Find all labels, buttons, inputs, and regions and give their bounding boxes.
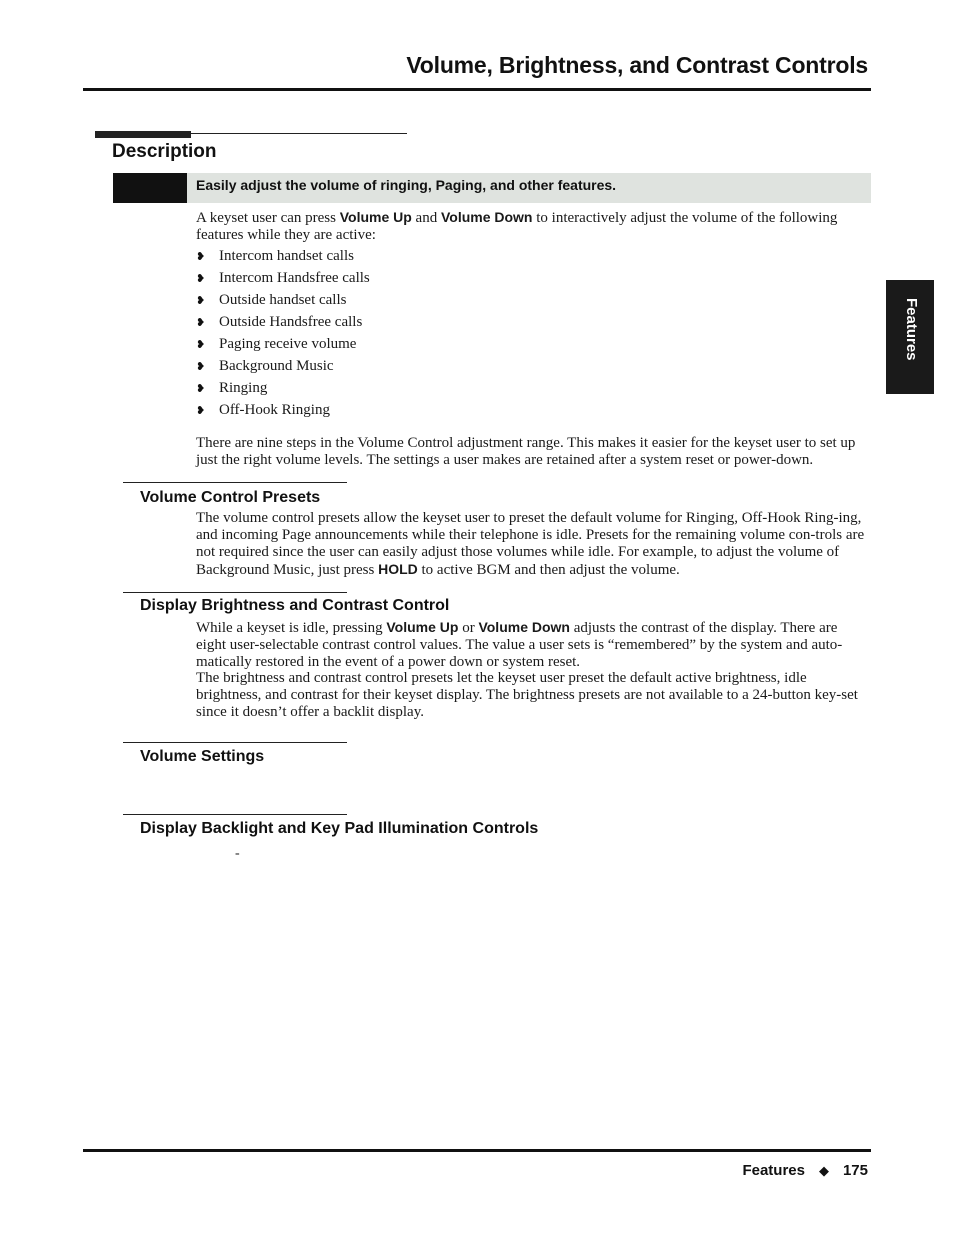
bullet-icon: ❥ bbox=[196, 404, 206, 417]
section-heading-brightness: Display Brightness and Contrast Control bbox=[140, 597, 450, 614]
section-heading-backlight: Display Backlight and Key Pad Illumination Controls bbox=[140, 820, 539, 837]
feature-list bbox=[196, 247, 370, 423]
closing-paragraph: There are nine steps in the Volume Control adjustment range. This makes it easier for the keyset user to set up just the right volume levels. The settings a user makes are retained after a system reset or power-down. bbox=[196, 435, 856, 468]
list-item: ❥ Ringing bbox=[196, 380, 268, 396]
footer bbox=[742, 1162, 868, 1179]
section-rule bbox=[123, 592, 347, 593]
page-number: 175 bbox=[842, 1162, 868, 1179]
description-heading: Description bbox=[112, 141, 217, 162]
list-item: ❥ Outside Handsfree calls bbox=[196, 314, 363, 330]
section-rule bbox=[123, 742, 347, 743]
section-heading-presets: Volume Control Presets bbox=[140, 489, 321, 506]
list-item: ❥ Intercom handset calls bbox=[196, 248, 354, 264]
bullet-icon: ❥ bbox=[196, 250, 206, 263]
brightness-paragraph-2: The brightness and contrast control presets let the keyset user preset the default active brightness, idle brightness, and contrast for their keyset display. The brightness presets are not available to a 24-button key-set since it doesn’t offer a backlit display. bbox=[196, 670, 858, 720]
brightness-paragraph-1: While a keyset is idle, pressing Volume Up or Volume Down adjusts the contrast of the display. There are eight user-selectable contrast control values. The value a user sets is “remembered” by the system and auto-matically restored in the event of a power down or system reset. bbox=[196, 619, 843, 670]
bullet-icon: ❥ bbox=[196, 382, 206, 395]
list-item: ❥ Intercom Handsfree calls bbox=[196, 270, 370, 286]
diamond-icon: ◆ bbox=[818, 1164, 829, 1179]
list-item: ❥ Background Music bbox=[196, 358, 334, 374]
footer-section: Features bbox=[742, 1162, 805, 1179]
list-item: ❥ Paging receive volume bbox=[196, 336, 357, 352]
intro-paragraph: A keyset user can press Volume Up and Volume Down to interactively adjust the volume of the following features while they are active: bbox=[196, 209, 838, 243]
summary-marker bbox=[113, 173, 187, 203]
bullet-icon: ❥ bbox=[196, 272, 206, 285]
volume-up-key: Volume Up bbox=[339, 209, 412, 225]
volume-down-key: Volume Down bbox=[478, 619, 570, 635]
volume-down-key: Volume Down bbox=[440, 209, 533, 225]
section-rule bbox=[123, 814, 347, 815]
bullet-icon: ❥ bbox=[196, 316, 206, 329]
summary-text: Easily adjust the volume of ringing, Paging, and other features. bbox=[196, 177, 617, 193]
list-item: ❥ Outside handset calls bbox=[196, 292, 347, 308]
description-rule-thick bbox=[95, 131, 191, 138]
presets-paragraph: The volume control presets allow the keyset user to preset the default volume for Ringing, Off-Hook Ring-ing, and incoming Page announcements while their telephone is idle. Presets for the remaining volume con-trols are not required since the user can easily adjust those volumes while idle. For example, to adjust the volume of Background Music, just press HOLD to active BGM and then adjust the volume. bbox=[196, 510, 865, 578]
bullet-icon: ❥ bbox=[196, 294, 206, 307]
section-heading-volume-settings: Volume Settings bbox=[140, 748, 265, 765]
volume-up-key: Volume Up bbox=[386, 619, 459, 635]
hold-key: HOLD bbox=[378, 561, 418, 577]
stray-dash: - bbox=[235, 846, 240, 861]
page-title: Volume, Brightness, and Contrast Controls bbox=[406, 52, 868, 78]
header-rule bbox=[83, 88, 871, 91]
side-tab-label: Features bbox=[903, 298, 920, 361]
footer-rule bbox=[83, 1149, 871, 1152]
list-item: ❥ Off-Hook Ringing bbox=[196, 402, 330, 418]
section-rule bbox=[123, 482, 347, 483]
bullet-icon: ❥ bbox=[196, 360, 206, 373]
bullet-icon: ❥ bbox=[196, 338, 206, 351]
